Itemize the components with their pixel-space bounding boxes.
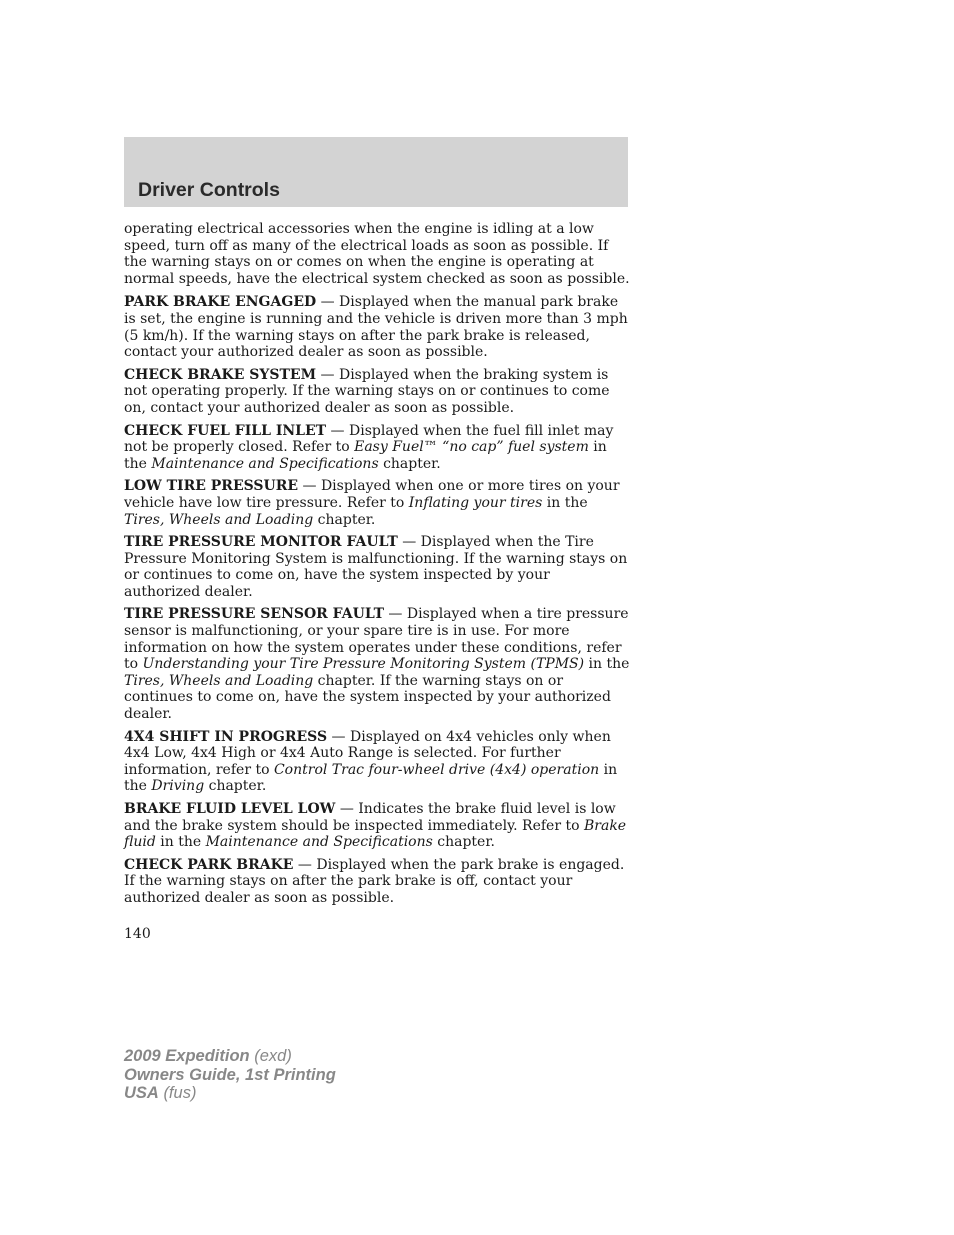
entry-tire-pressure-sensor-fault bbox=[124, 606, 630, 722]
entry-chapter-reference: Driving bbox=[151, 778, 205, 795]
footer-model-code: (exd) bbox=[254, 1047, 292, 1065]
entry-4x4-shift-in-progress bbox=[124, 729, 630, 795]
entry-text: chapter. bbox=[432, 834, 495, 851]
entry-check-fuel-fill-inlet bbox=[124, 423, 630, 473]
entry-text: — Displayed when the manual park brake is set, the engine is running and the vehicle is driven more than 3 mph (5 km/h). If the warning stays on after the park brake is released, contact your authorized dealer as soon as possible. bbox=[124, 294, 628, 361]
entry-text: chapter. If the warning stays on or continues to come on, have the system inspected by your authorized dealer. bbox=[124, 672, 611, 723]
footer-market-line bbox=[124, 1084, 336, 1103]
footer-guide-line bbox=[124, 1066, 336, 1085]
entry-reference: Easy Fuel™ “no cap” fuel system bbox=[354, 439, 589, 456]
entry-term: BRAKE FLUID LEVEL LOW bbox=[124, 801, 336, 817]
entry-text: — Displayed when a tire pressure sensor is malfunctioning, or your spare tire is in use. For more information on how the system operates under these conditions, refer to bbox=[124, 606, 629, 673]
footer-market: USA bbox=[124, 1084, 159, 1102]
entry-text: — Indicates the brake fluid level is low and the brake system should be inspected immediately. Refer to bbox=[124, 801, 616, 834]
entry-chapter-reference: Maintenance and Specifications bbox=[205, 834, 433, 851]
entry-text: in the bbox=[584, 656, 630, 673]
entry-term: 4X4 SHIFT IN PROGRESS bbox=[124, 728, 328, 745]
footer-model-line bbox=[124, 1047, 336, 1066]
document-footer bbox=[124, 1047, 336, 1103]
entry-term: CHECK BRAKE SYSTEM bbox=[124, 366, 317, 383]
entry-term: PARK BRAKE ENGAGED bbox=[124, 294, 317, 311]
entry-brake-fluid-level-low bbox=[124, 801, 630, 851]
page-number: 140 bbox=[124, 926, 151, 942]
entry-chapter-reference: Maintenance and Specifications bbox=[151, 455, 379, 472]
entry-term: TIRE PRESSURE MONITOR FAULT bbox=[124, 534, 398, 551]
entry-low-tire-pressure bbox=[124, 478, 630, 528]
section-header bbox=[124, 137, 628, 207]
footer-guide: Owners Guide, 1st Printing bbox=[124, 1065, 336, 1084]
body-text bbox=[124, 221, 630, 913]
entry-reference: Understanding your Tire Pressure Monitoring System (TPMS) bbox=[142, 656, 585, 673]
section-title: Driver Controls bbox=[138, 179, 280, 201]
entry-text: — Displayed when the fuel fill inlet may not be properly closed. Refer to bbox=[124, 422, 614, 456]
entry-text: in the bbox=[542, 494, 588, 511]
entry-reference: Control Trac four-wheel drive (4x4) operation bbox=[273, 761, 600, 778]
entry-term: CHECK FUEL FILL INLET bbox=[124, 422, 327, 439]
entry-reference: Inflating your tires bbox=[408, 494, 543, 511]
entry-reference: Brake fluid bbox=[124, 817, 627, 851]
intro-paragraph: operating electrical accessories when the engine is idling at a low speed, turn off as many of the electrical loads as soon as possible. If the warning stays on or comes on when the engine is operating at normal speeds, have the electrical system checked as soon as possible. bbox=[124, 221, 630, 287]
footer-market-code: (fus) bbox=[163, 1084, 197, 1102]
entry-park-brake-engaged bbox=[124, 294, 630, 360]
entry-text: — Displayed on 4x4 vehicles only when 4x4 Low, 4x4 High or 4x4 Auto Range is selected. For further information, refer to bbox=[124, 728, 611, 778]
entry-text: — Displayed when one or more tires on your vehicle have low tire pressure. Refer to bbox=[124, 478, 620, 511]
entry-text: — Displayed when the Tire Pressure Monitoring System is malfunctioning. If the warning stays on or continues to come on, have the system inspected by your authorized dealer. bbox=[124, 534, 628, 600]
entry-text: — Displayed when the braking system is not operating properly. If the warning stays on or continues to come on, contact your authorized dealer as soon as possible. bbox=[124, 366, 610, 416]
entry-text: chapter. bbox=[378, 455, 441, 472]
entry-chapter-reference: Tires, Wheels and Loading bbox=[124, 511, 314, 528]
footer-model: 2009 Expedition bbox=[124, 1047, 250, 1065]
entry-tire-pressure-monitor-fault bbox=[124, 534, 630, 600]
entry-chapter-reference: Tires, Wheels and Loading bbox=[124, 672, 314, 689]
entry-text: in the bbox=[124, 761, 618, 795]
entry-term: CHECK PARK BRAKE bbox=[124, 856, 294, 873]
entry-term: TIRE PRESSURE SENSOR FAULT bbox=[124, 606, 384, 623]
entry-check-brake-system bbox=[124, 367, 630, 417]
entry-check-park-brake bbox=[124, 857, 630, 907]
entry-text: chapter. bbox=[313, 511, 376, 528]
entry-text: in the bbox=[124, 439, 607, 472]
entry-term: LOW TIRE PRESSURE bbox=[124, 478, 299, 495]
entry-text: in the bbox=[155, 834, 206, 851]
entry-text: chapter. bbox=[204, 778, 267, 795]
entry-text: — Displayed when the park brake is engaged. If the warning stays on after the park brake is off, contact your authorized dealer as soon as possible. bbox=[124, 856, 625, 906]
